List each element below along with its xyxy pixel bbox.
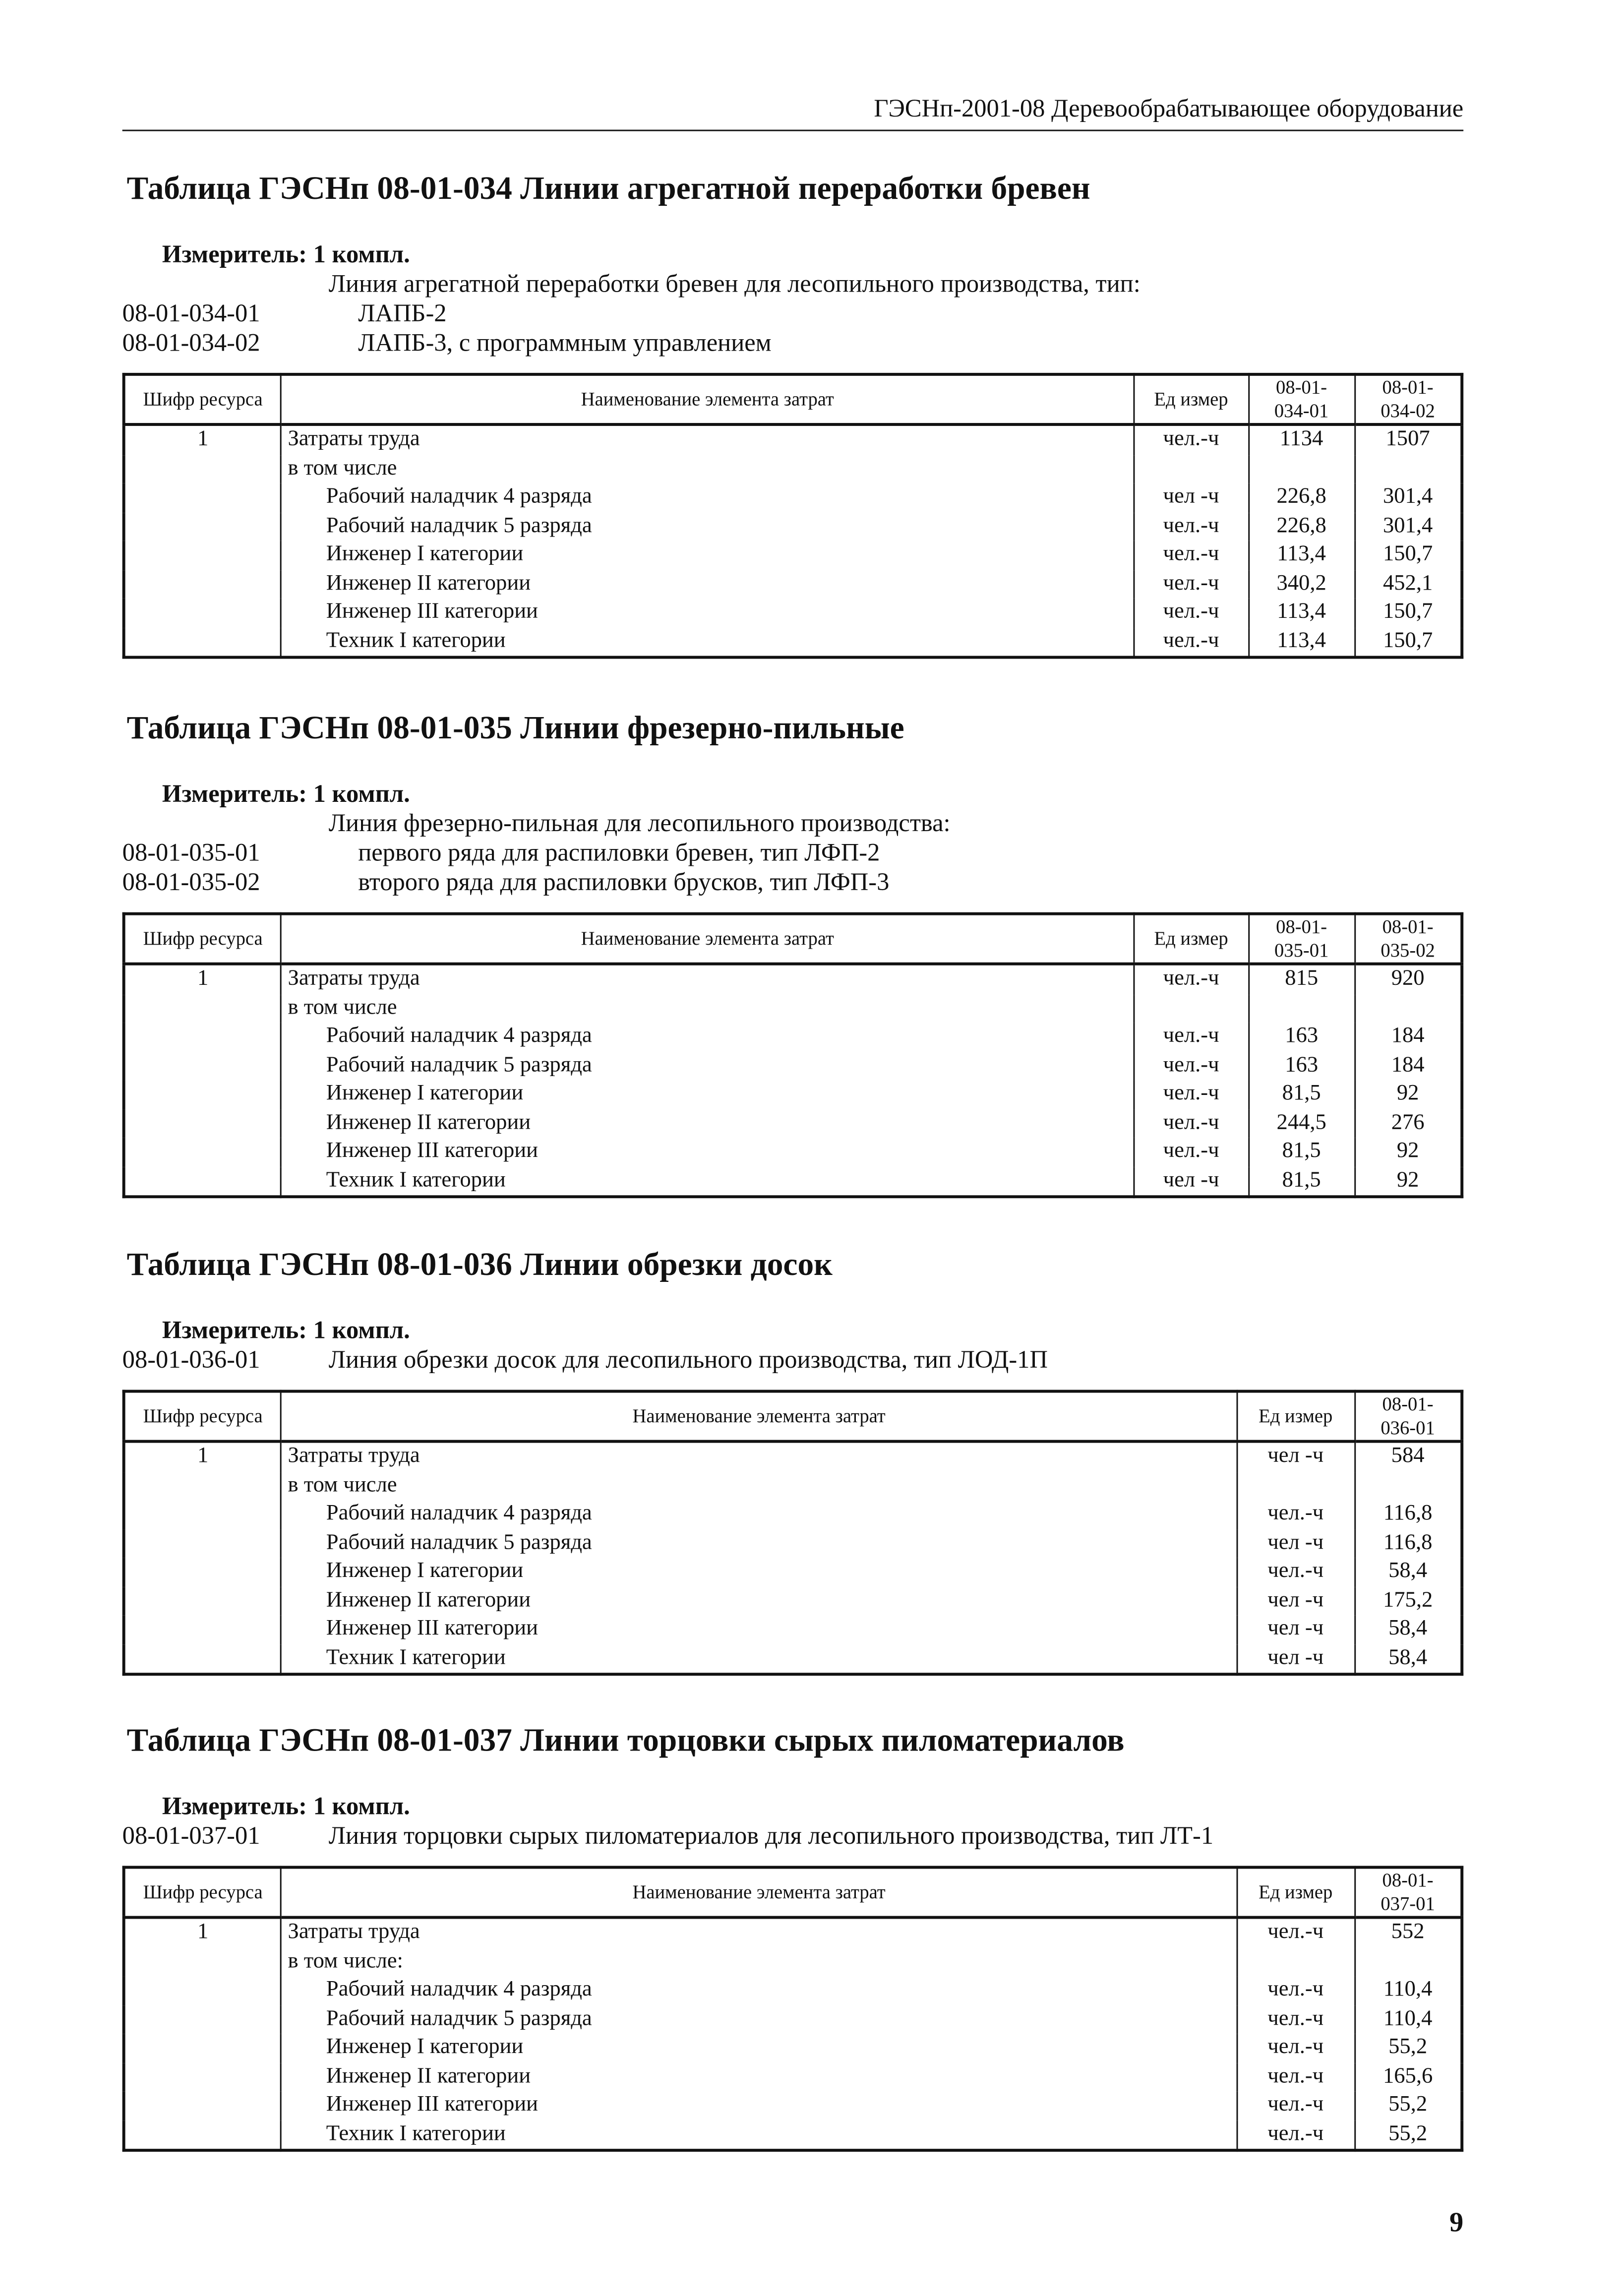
cell-value: 150,7: [1354, 541, 1462, 570]
description-code: 08-01-034-02: [122, 328, 260, 357]
table-row: [124, 1138, 1462, 1166]
table-row: [124, 570, 1462, 599]
description-line: [122, 329, 1464, 358]
cell-code: [124, 1976, 281, 2005]
cell-code: [124, 1080, 281, 1109]
cell-code: [124, 1558, 281, 1586]
cell-name: Техник I категории: [281, 1644, 1237, 1674]
value-header-part2: 035-02: [1381, 939, 1435, 961]
table-row: [124, 512, 1462, 541]
cell-code: [124, 570, 281, 599]
table-row: [124, 1615, 1462, 1644]
value-header-part1: 08-01-: [1382, 915, 1434, 938]
table-row: [124, 1529, 1462, 1558]
cell-value: 113,4: [1249, 541, 1355, 570]
measure-line: [162, 240, 1463, 269]
cell-unit: чел.-ч: [1134, 627, 1248, 658]
cell-name: в том числе: [281, 994, 1134, 1023]
cell-name: Инженер I категории: [281, 541, 1134, 570]
section-08-01-036: [122, 1245, 1464, 1676]
cell-value: 276: [1355, 1109, 1462, 1138]
table-row: [124, 964, 1462, 994]
cell-value: 116,8: [1354, 1529, 1462, 1558]
description-line: [122, 299, 1464, 328]
measure-value: 1 компл.: [313, 240, 410, 268]
cell-name: Инженер II категории: [281, 570, 1134, 599]
table-row: [124, 1500, 1462, 1529]
cell-name: в том числе:: [281, 1947, 1237, 1976]
table-title: Таблица ГЭСНп 08-01-035 Линии фрезерно-пильные: [126, 709, 904, 746]
cell-unit: чел.-ч: [1237, 2120, 1354, 2150]
cell-value: [1249, 455, 1355, 483]
cell-value: 244,5: [1249, 1109, 1355, 1138]
cell-unit: чел.-ч: [1134, 1052, 1248, 1081]
column-header-code: Шифр ресурса: [124, 914, 281, 964]
cell-code: [124, 1109, 281, 1138]
cell-value: 175,2: [1354, 1586, 1462, 1615]
measure-value: 1 компл.: [313, 780, 410, 808]
column-header-name: Наименование элемента затрат: [281, 374, 1134, 424]
cell-name: в том числе: [281, 455, 1134, 483]
cell-code: [124, 994, 281, 1023]
cell-unit: чел.-ч: [1237, 2062, 1354, 2091]
cell-code: 1: [124, 964, 281, 994]
header-row: [124, 1391, 1462, 1442]
cell-name: Инженер III категории: [281, 599, 1134, 627]
header-row: [124, 914, 1462, 964]
column-header-unit: Ед измер: [1134, 374, 1248, 424]
cell-name: Техник I категории: [281, 2120, 1237, 2150]
table-row: [124, 2005, 1462, 2034]
cost-table: [122, 373, 1464, 659]
cell-code: [124, 2091, 281, 2120]
table-row: [124, 994, 1462, 1023]
cell-unit: чел.-ч: [1237, 1918, 1354, 1948]
measure-line: [162, 780, 1463, 809]
description-text: ЛАПБ-2: [358, 299, 447, 327]
cell-name: Рабочий наладчик 4 разряда: [281, 1023, 1134, 1052]
header-row: [124, 1868, 1462, 1918]
description-text: Линия обрезки досок для лесопильного производства, тип ЛОД-1П: [328, 1345, 1048, 1374]
column-header-value: [1355, 914, 1462, 964]
measure-label: Измеритель:: [162, 780, 307, 808]
column-header-code: Шифр ресурса: [124, 1868, 281, 1918]
cell-code: [124, 1472, 281, 1501]
cell-name: Рабочий наладчик 5 разряда: [281, 1529, 1237, 1558]
cell-code: [124, 1947, 281, 1976]
cell-value: 113,4: [1249, 599, 1355, 627]
cell-unit: чел.-ч: [1237, 1558, 1354, 1586]
table-title: Таблица ГЭСНп 08-01-034 Линии агрегатной переработки бревен: [126, 169, 1090, 207]
cell-unit: [1134, 455, 1248, 483]
table-row: [124, 1586, 1462, 1615]
table-row: [124, 1976, 1462, 2005]
running-header: ГЭСНп-2001-08 Деревообрабатывающее оборудование: [874, 94, 1464, 122]
cell-name: Инженер III категории: [281, 2091, 1237, 2120]
table-row: [124, 1918, 1462, 1948]
description-code: [122, 809, 329, 839]
value-header-part1: 08-01-: [1382, 375, 1434, 398]
table-row: [124, 1109, 1462, 1138]
cell-code: [124, 1052, 281, 1081]
cell-code: [124, 2034, 281, 2062]
cell-code: [124, 455, 281, 483]
cell-code: [124, 512, 281, 541]
cell-value: 92: [1355, 1138, 1462, 1166]
cell-unit: чел.-ч: [1237, 2091, 1354, 2120]
cell-value: 110,4: [1354, 1976, 1462, 2005]
description-line: [122, 839, 1464, 868]
table-row: [124, 1166, 1462, 1197]
cell-name: Техник I категории: [281, 1166, 1134, 1197]
cell-name: Инженер II категории: [281, 1586, 1237, 1615]
cell-unit: чел -ч: [1237, 1529, 1354, 1558]
column-header-value: [1354, 1868, 1462, 1918]
cell-name: Инженер II категории: [281, 2062, 1237, 2091]
measure-value: 1 компл.: [313, 1316, 410, 1344]
description-text: Линия фрезерно-пильная для лесопильного производства:: [328, 809, 951, 838]
cell-unit: чел.-ч: [1134, 570, 1248, 599]
value-header-part2: 034-01: [1274, 399, 1329, 422]
measure-label: Измеритель:: [162, 1316, 307, 1344]
cell-unit: чел.-ч: [1134, 512, 1248, 541]
cell-value: 920: [1355, 964, 1462, 994]
cell-code: [124, 1586, 281, 1615]
column-header-name: Наименование элемента затрат: [281, 1868, 1237, 1918]
cell-code: [124, 1166, 281, 1197]
cell-value: 92: [1355, 1080, 1462, 1109]
table-row: [124, 2120, 1462, 2150]
value-header-part2: 037-01: [1381, 1892, 1435, 1915]
table-row: [124, 1052, 1462, 1081]
cell-unit: чел.-ч: [1134, 964, 1248, 994]
description-text: Линия агрегатной переработки бревен для лесопильного производства, тип:: [328, 269, 1141, 298]
cost-table: [122, 912, 1464, 1199]
description-text: второго ряда для распиловки брусков, тип ЛФП-3: [358, 868, 890, 896]
cell-unit: чел -ч: [1134, 483, 1248, 512]
cell-name: Рабочий наладчик 4 разряда: [281, 1976, 1237, 2005]
description-code: 08-01-034-01: [122, 299, 260, 327]
cell-unit: чел.-ч: [1134, 1138, 1248, 1166]
cell-value: 58,4: [1354, 1558, 1462, 1586]
cell-name: Инженер I категории: [281, 1080, 1134, 1109]
cell-unit: чел -ч: [1237, 1644, 1354, 1674]
cell-name: Инженер I категории: [281, 1558, 1237, 1586]
cell-value: [1249, 994, 1355, 1023]
table-row: [124, 1558, 1462, 1586]
cell-value: 226,8: [1249, 483, 1355, 512]
cell-value: 226,8: [1249, 512, 1355, 541]
cell-value: 163: [1249, 1023, 1355, 1052]
cell-value: 150,7: [1354, 599, 1462, 627]
cell-name: Инженер III категории: [281, 1615, 1237, 1644]
cell-code: [124, 627, 281, 658]
table-row: [124, 483, 1462, 512]
description-line: [122, 1821, 1464, 1851]
cell-value: [1354, 1472, 1462, 1501]
cell-unit: чел -ч: [1134, 1166, 1248, 1197]
value-header-part1: 08-01-: [1382, 1869, 1434, 1891]
cell-unit: [1134, 994, 1248, 1023]
table-row: [124, 1472, 1462, 1501]
table-title: Таблица ГЭСНп 08-01-036 Линии обрезки досок: [126, 1245, 833, 1282]
table-row: [124, 455, 1462, 483]
cell-value: 55,2: [1354, 2091, 1462, 2120]
value-header-part1: 08-01-: [1382, 1392, 1434, 1415]
column-header-value: [1249, 374, 1355, 424]
cell-value: 58,4: [1354, 1615, 1462, 1644]
cell-value: 55,2: [1354, 2034, 1462, 2062]
description-code: 08-01-036-01: [122, 1345, 260, 1374]
value-header-part1: 08-01-: [1276, 375, 1327, 398]
cell-value: 815: [1249, 964, 1355, 994]
cell-code: [124, 1644, 281, 1674]
column-header-unit: Ед измер: [1134, 914, 1248, 964]
cell-unit: чел.-ч: [1134, 1080, 1248, 1109]
cell-value: 1134: [1249, 424, 1355, 455]
cell-code: 1: [124, 424, 281, 455]
cell-name: Техник I категории: [281, 627, 1134, 658]
cell-value: 301,4: [1354, 483, 1462, 512]
cell-value: 184: [1355, 1052, 1462, 1081]
cell-code: [124, 1529, 281, 1558]
column-header-code: Шифр ресурса: [124, 1391, 281, 1442]
cell-unit: чел -ч: [1237, 1615, 1354, 1644]
column-header-name: Наименование элемента затрат: [281, 914, 1134, 964]
cell-unit: чел.-ч: [1134, 541, 1248, 570]
page-number: 9: [1449, 2208, 1464, 2239]
cell-value: 301,4: [1354, 512, 1462, 541]
cell-name: Инженер II категории: [281, 1109, 1134, 1138]
column-header-unit: Ед измер: [1237, 1391, 1354, 1442]
column-header-value: [1354, 1391, 1462, 1442]
cell-code: [124, 2120, 281, 2150]
measure-line: [162, 1316, 1463, 1345]
cell-value: 150,7: [1354, 627, 1462, 658]
cell-code: [124, 599, 281, 627]
table-row: [124, 627, 1462, 658]
cost-table: [122, 1390, 1464, 1676]
cell-code: [124, 1615, 281, 1644]
measure-label: Измеритель:: [162, 1792, 307, 1820]
cell-value: 81,5: [1249, 1138, 1355, 1166]
cell-unit: чел.-ч: [1134, 1023, 1248, 1052]
cell-value: 110,4: [1354, 2005, 1462, 2034]
cell-value: 81,5: [1249, 1080, 1355, 1109]
cell-code: [124, 1500, 281, 1529]
cell-value: [1355, 994, 1462, 1023]
cell-value: 1507: [1354, 424, 1462, 455]
cell-name: Инженер III категории: [281, 1138, 1134, 1166]
column-header-unit: Ед измер: [1237, 1868, 1354, 1918]
cell-name: Затраты труда: [281, 1918, 1237, 1948]
table-row: [124, 1947, 1462, 1976]
description-code: [122, 270, 329, 299]
cell-unit: чел -ч: [1237, 1586, 1354, 1615]
cell-code: [124, 1023, 281, 1052]
cell-unit: чел -ч: [1237, 1442, 1354, 1472]
cell-value: 116,8: [1354, 1500, 1462, 1529]
cell-unit: [1237, 1472, 1354, 1501]
measure-line: [162, 1792, 1463, 1821]
cell-value: 584: [1354, 1442, 1462, 1472]
table-row: [124, 1644, 1462, 1674]
table-row: [124, 2034, 1462, 2062]
cell-value: 81,5: [1249, 1166, 1355, 1197]
cell-name: Рабочий наладчик 5 разряда: [281, 512, 1134, 541]
table-row: [124, 2062, 1462, 2091]
cell-value: 113,4: [1249, 627, 1355, 658]
cell-name: Рабочий наладчик 5 разряда: [281, 2005, 1237, 2034]
description-text: ЛАПБ-3, с программным управлением: [358, 328, 772, 357]
cell-name: Рабочий наладчик 4 разряда: [281, 1500, 1237, 1529]
cell-value: [1354, 1947, 1462, 1976]
cell-value: 552: [1354, 1918, 1462, 1948]
column-header-code: Шифр ресурса: [124, 374, 281, 424]
column-header-name: Наименование элемента затрат: [281, 1391, 1237, 1442]
table-title: Таблица ГЭСНп 08-01-037 Линии торцовки сырых пиломатериалов: [126, 1721, 1125, 1758]
cell-code: 1: [124, 1918, 281, 1948]
cell-code: [124, 1138, 281, 1166]
cell-unit: чел.-ч: [1134, 1109, 1248, 1138]
header-rule: [122, 130, 1464, 131]
cell-value: 55,2: [1354, 2120, 1462, 2150]
column-header-value: [1354, 374, 1462, 424]
table-row: [124, 1080, 1462, 1109]
description-line: [122, 868, 1464, 898]
cell-unit: чел.-ч: [1237, 1976, 1354, 2005]
description-text: Линия торцовки сырых пиломатериалов для лесопильного производства, тип ЛТ-1: [328, 1821, 1214, 1850]
cell-unit: чел.-ч: [1237, 2034, 1354, 2062]
table-row: [124, 1023, 1462, 1052]
section-08-01-035: [122, 709, 1464, 1199]
description-line: [122, 270, 1464, 299]
table-row: [124, 1442, 1462, 1472]
cell-code: 1: [124, 1442, 281, 1472]
description-line: [122, 809, 1464, 839]
cell-name: Затраты труда: [281, 424, 1134, 455]
cell-unit: чел.-ч: [1237, 2005, 1354, 2034]
description-line: [122, 1345, 1464, 1375]
cell-value: 58,4: [1354, 1644, 1462, 1674]
cell-name: Рабочий наладчик 5 разряда: [281, 1052, 1134, 1081]
cell-unit: [1237, 1947, 1354, 1976]
description-code: 08-01-035-01: [122, 839, 260, 867]
cell-name: Затраты труда: [281, 964, 1134, 994]
cell-name: Рабочий наладчик 4 разряда: [281, 483, 1134, 512]
value-header-part2: 036-01: [1381, 1416, 1435, 1439]
value-header-part2: 034-02: [1381, 399, 1435, 422]
cell-name: Затраты труда: [281, 1442, 1237, 1472]
cell-value: 165,6: [1354, 2062, 1462, 2091]
column-header-value: [1249, 914, 1355, 964]
value-header-part2: 035-01: [1274, 939, 1329, 961]
header-row: [124, 374, 1462, 424]
cell-unit: чел.-ч: [1134, 424, 1248, 455]
cell-name: Инженер I категории: [281, 2034, 1237, 2062]
cell-value: 163: [1249, 1052, 1355, 1081]
cell-code: [124, 2062, 281, 2091]
cell-value: 452,1: [1354, 570, 1462, 599]
cell-unit: чел.-ч: [1134, 599, 1248, 627]
cell-code: [124, 2005, 281, 2034]
value-header-part1: 08-01-: [1276, 915, 1327, 938]
cell-value: [1354, 455, 1462, 483]
cell-value: 340,2: [1249, 570, 1355, 599]
table-row: [124, 541, 1462, 570]
cell-code: [124, 541, 281, 570]
table-row: [124, 424, 1462, 455]
table-row: [124, 2091, 1462, 2120]
cost-table: [122, 1866, 1464, 2152]
table-row: [124, 599, 1462, 627]
cell-value: 92: [1355, 1166, 1462, 1197]
description-code: 08-01-037-01: [122, 1821, 260, 1850]
description-text: первого ряда для распиловки бревен, тип ЛФП-2: [358, 839, 880, 867]
cell-unit: чел.-ч: [1237, 1500, 1354, 1529]
description-code: 08-01-035-02: [122, 868, 260, 896]
section-08-01-037: [122, 1721, 1464, 2152]
measure-label: Измеритель:: [162, 240, 307, 268]
cell-value: 184: [1355, 1023, 1462, 1052]
cell-code: [124, 483, 281, 512]
section-08-01-034: [122, 170, 1464, 659]
cell-name: в том числе: [281, 1472, 1237, 1501]
measure-value: 1 компл.: [313, 1792, 410, 1820]
